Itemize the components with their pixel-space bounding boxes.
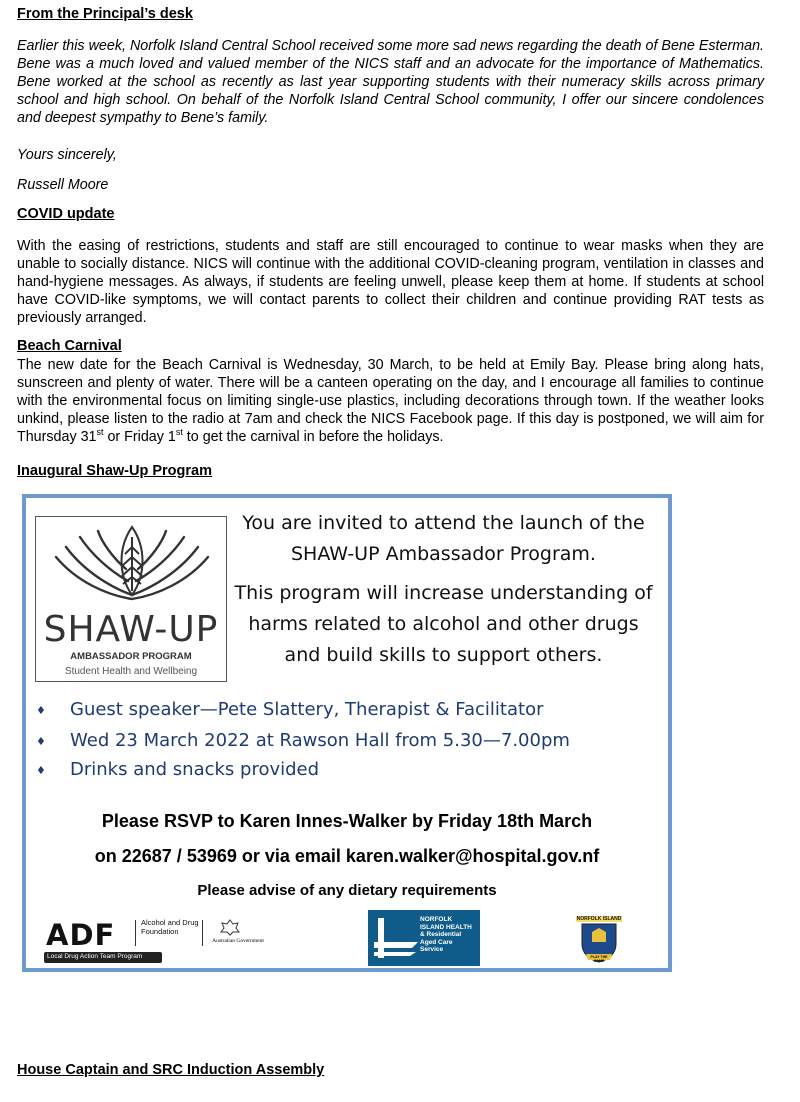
program-line-3: and build skills to support others. bbox=[284, 644, 603, 666]
school-banner-text: NORFOLK ISLAND bbox=[576, 916, 622, 922]
invite-line-1: You are invited to attend the launch of the bbox=[242, 512, 645, 534]
rsvp-line-1: Please RSVP to Karen Innes-Walker by Friday 18th March bbox=[101, 811, 593, 831]
health-emblem-icon bbox=[372, 912, 422, 964]
principal-signoff: Yours sincerely, bbox=[17, 147, 117, 163]
covid-body: With the easing of restrictions, students and staff are still encouraged to continue to wear masks when they are unable to socially distance. NICS will continue with the additional COVID-cleaning program, ventilation in classes and hand-hygiene messages. As always, if students are feeling unwell, please keep them at home. If students at school have COVID-like symptoms, we will contact parents to collect their children and continue providing RAT tests as previously arranged. bbox=[17, 238, 764, 326]
principal-heading: From the Principal’s desk bbox=[17, 6, 193, 22]
bullet-date bbox=[36, 730, 570, 751]
adf-foundation-text: Alcohol and Drug Foundation bbox=[141, 918, 199, 936]
bullet-text: Wed 23 March 2022 at Rawson Hall from 5.30—7.00pm bbox=[70, 730, 570, 751]
bullet-icon: ♦ bbox=[36, 703, 46, 717]
australian-government-text: Australian Government bbox=[212, 938, 264, 944]
program-line-2: harms related to alcohol and other drugs bbox=[248, 613, 639, 635]
logo-subtitle: AMBASSADOR PROGRAM bbox=[70, 651, 192, 662]
health-text: NORFOLK ISLAND HEALTH & Residential Aged Care Service bbox=[420, 916, 472, 953]
adf-program-bar bbox=[44, 952, 162, 963]
shaw-up-flyer bbox=[22, 494, 672, 972]
covid-heading: COVID update bbox=[17, 206, 115, 222]
bullet-text: Guest speaker—Pete Slattery, Therapist & Facilitator bbox=[70, 699, 544, 720]
adf-wordmark: ADF bbox=[46, 918, 116, 952]
adf-divider-2 bbox=[202, 920, 203, 946]
house-heading: House Captain and SRC Induction Assembly bbox=[17, 1062, 325, 1078]
bullet-text: Drinks and snacks provided bbox=[70, 759, 320, 780]
bullet-icon: ♦ bbox=[36, 763, 46, 777]
dietary-note: Please advise of any dietary requirements bbox=[197, 882, 497, 899]
logo-tagline: Student Health and Wellbeing bbox=[64, 666, 198, 677]
program-line-1: This program will increase understanding of bbox=[234, 582, 653, 604]
adf-divider bbox=[135, 920, 136, 946]
rsvp-line-2: on 22687 / 53969 or via email karen.walker@hospital.gov.nf bbox=[94, 846, 600, 866]
school-crest bbox=[574, 914, 624, 964]
beach-body bbox=[17, 356, 764, 446]
school-motto-text: PLAY THE GAME bbox=[590, 955, 608, 963]
hands-tree-icon bbox=[36, 517, 228, 609]
principal-body: Earlier this week, Norfolk Island Central School received some more sad news regarding the death of Bene Esterman. Bene was a much loved and valued member of the NICS staff and an advocate for the importance of Mathematics. Bene worked at the school as recently as last year supporting students with their numeracy skills across primary school and high school. On behalf of the Norfolk Island Central School community, I offer our sincere condolences and deepest sympathy to Bene’s family. bbox=[17, 38, 764, 126]
coat-of-arms-icon bbox=[218, 918, 242, 936]
principal-name: Russell Moore bbox=[17, 177, 109, 193]
logo-wordmark: SHAW-UP bbox=[43, 609, 219, 650]
shaw-up-logo bbox=[35, 516, 227, 682]
beach-sup-1: st bbox=[96, 427, 104, 438]
bullet-icon: ♦ bbox=[36, 734, 46, 748]
bullet-guest-speaker bbox=[36, 699, 543, 720]
adf-program-text: Local Drug Action Team Program bbox=[47, 953, 143, 960]
adf-logo bbox=[44, 918, 266, 966]
bullet-drinks bbox=[36, 759, 319, 780]
norfolk-health-logo bbox=[368, 910, 480, 966]
invite-line-2: SHAW-UP Ambassador Program. bbox=[291, 543, 596, 565]
beach-body-main: The new date for the Beach Carnival is Wednesday, 30 March, to be held at Emily Bay. Please bring along hats, sunscreen and plenty of water. There will be a canteen operating on the day, and I encourage all families to continue with the environmental focus on limiting single-use plastics, including decorations through town. If the weather looks unkind, please listen to the radio at 7am and check the NICS Facebook page. If this day is postponed, we will aim for Thursday 31 bbox=[17, 357, 764, 445]
beach-sup-2: st bbox=[175, 427, 183, 438]
shaw-heading: Inaugural Shaw-Up Program bbox=[17, 463, 212, 479]
beach-body-mid: or Friday 1 bbox=[103, 429, 176, 445]
beach-heading: Beach Carnival bbox=[17, 338, 122, 354]
beach-body-end: to get the carnival in before the holidays. bbox=[182, 429, 444, 445]
